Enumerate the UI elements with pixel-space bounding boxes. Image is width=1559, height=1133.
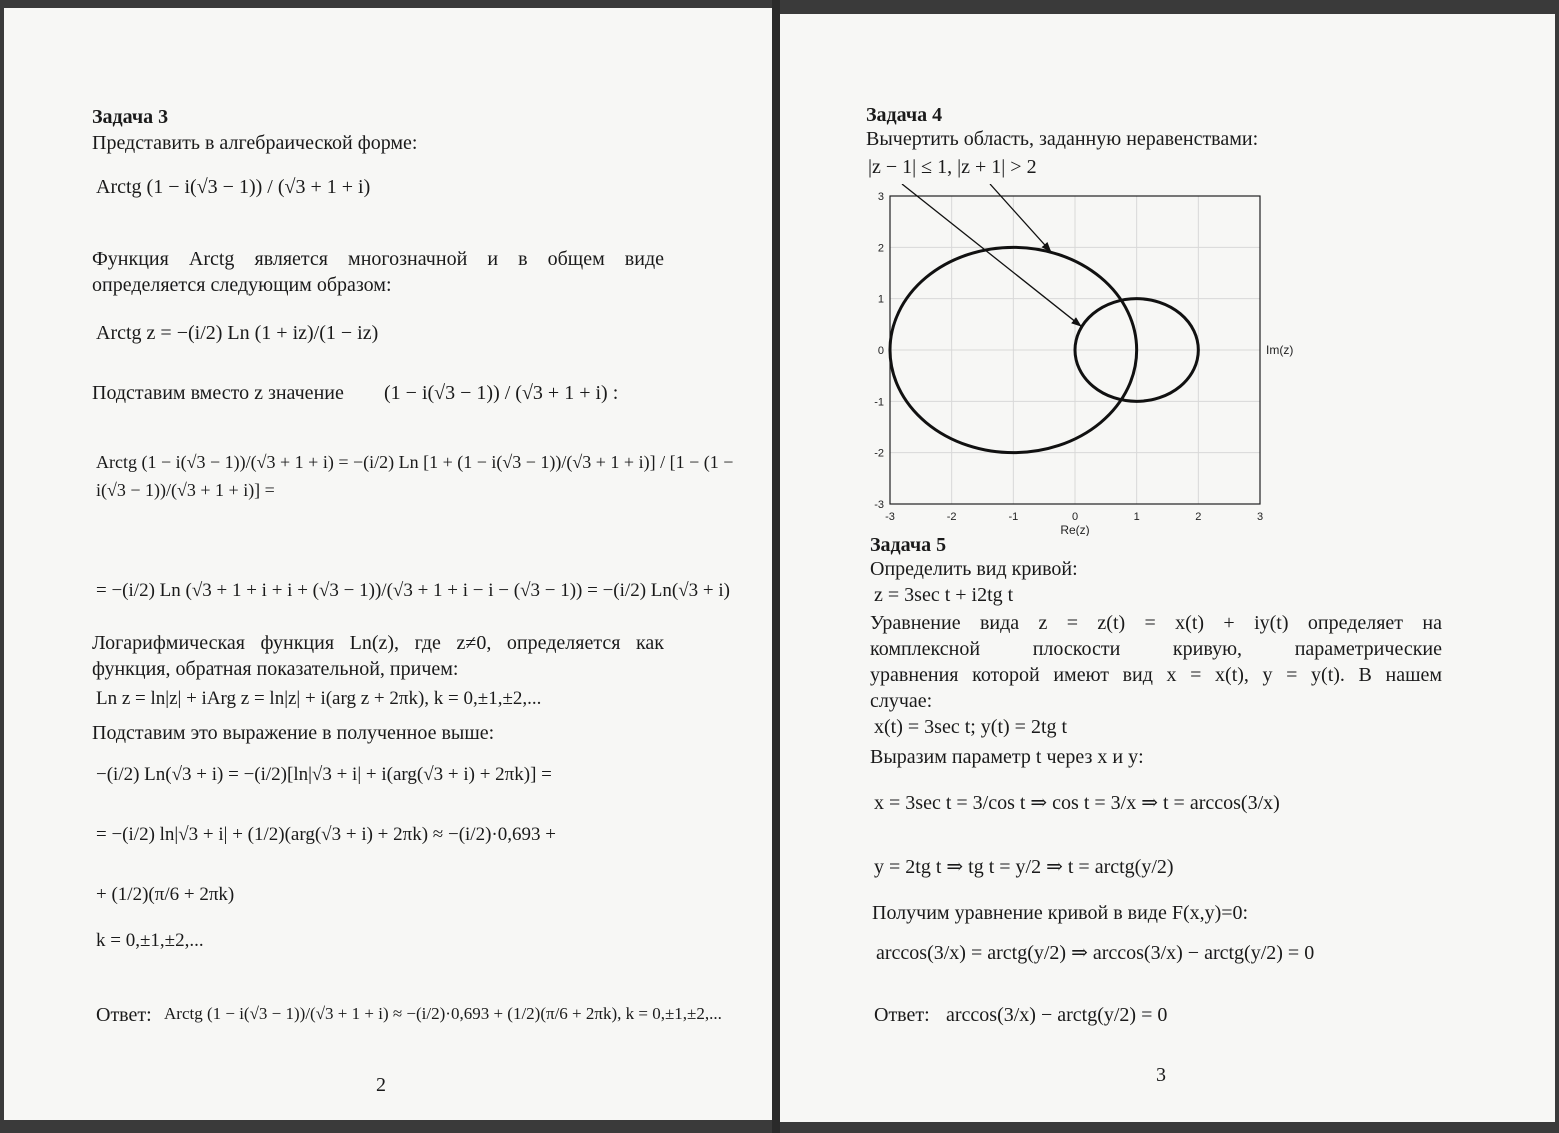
x-tick-label: -1 (1008, 511, 1019, 523)
x-tick-label: -2 (946, 511, 957, 523)
arctg-definition: Arctg z = −(i/2) Ln (1 + iz)/(1 − iz) (96, 322, 379, 344)
y-tick-label: 0 (877, 345, 884, 357)
subst-fraction: (1 − i(√3 − 1)) / (√3 + 1 + i) : (384, 382, 619, 404)
task3-para1-line1: Функция Arctg является многозначной и в общем виде (92, 248, 664, 270)
task4-inequalities: |z − 1| ≤ 1, |z + 1| > 2 (868, 156, 1037, 178)
x-tick-label: -3 (885, 511, 895, 523)
task5-para3: Получим уравнение кривой в виде F(x,y)=0: (872, 902, 1249, 924)
step3-equation: + (1/2)(π/6 + 2πk) (96, 884, 235, 905)
step2-equation: = −(i/2) ln|√3 + i| + (1/2)(arg(√3 + i) + 2πk) ≈ −(i/2)·0,693 + (96, 824, 556, 845)
task3-para2-line2: функция, обратная показательной, причем: (92, 658, 459, 680)
y-tick-label: 1 (877, 293, 884, 306)
book-gutter (772, 0, 780, 1133)
left-page (4, 8, 772, 1120)
task5-text: Определить вид кривой: (870, 558, 1078, 580)
subst-text: Подставим вместо z значение (92, 382, 344, 404)
task3-para1-line2: определяется следующим образом: (92, 274, 392, 296)
x-tick-label: 0 (1071, 511, 1079, 523)
right-page (780, 14, 1555, 1122)
task5-para2: Выразим параметр t через x и y: (870, 746, 1144, 768)
task3-title: Задача 3 (92, 106, 169, 128)
x-tick-label: 1 (1133, 511, 1140, 523)
F-equation: arccos(3/x) = arctg(y/2) ⇒ arccos(3/x) − arctg(y/2) = 0 (876, 942, 1315, 964)
step1-equation: −(i/2) Ln(√3 + i) = −(i/2)[ln|√3 + i| + i(arg(√3 + i) + 2πk)] = (96, 764, 552, 785)
x-axis-label: Re(z) (1060, 523, 1090, 536)
arrow-to-small-circle (902, 184, 1082, 327)
y-tick-label: -1 (874, 396, 884, 409)
y-tick-label: 2 (877, 242, 884, 255)
task5-para1-line1: Уравнение вида z = z(t) = x(t) + iy(t) определяет на (870, 612, 1442, 634)
region-plot (860, 184, 1320, 536)
task5-equation: z = 3sec t + i2tg t (874, 584, 1014, 606)
page-number-right: 3 (1156, 1064, 1166, 1086)
y-axis-label: Im(z) (1266, 343, 1294, 357)
task3-para3: Подставим это выражение в полученное выше: (92, 722, 495, 744)
parametric-equations: x(t) = 3sec t; y(t) = 2tg t (874, 716, 1068, 738)
y-tick-label: -3 (874, 499, 884, 511)
y-tick-label: -2 (874, 447, 884, 460)
task3-given-equation: Arctg (1 − i(√3 − 1)) / (√3 + 1 + i) (96, 176, 371, 198)
task5-answer-label: Ответ: (874, 1004, 930, 1026)
arctg-simplified: = −(i/2) Ln (√3 + 1 + i + i + (√3 − 1))/(√3 + 1 + i − i − (√3 − 1)) = −(i/2) Ln(√3 + i) (96, 580, 730, 601)
task5-para1-line2: комплексной плоскости кривую, параметрические (870, 638, 1442, 660)
task4-title: Задача 4 (866, 104, 943, 126)
task3-answer-equation: Arctg (1 − i(√3 − 1))/(√3 + 1 + i) ≈ −(i/2)·0,693 + (1/2)(π/6 + 2πk), k = 0,±1,±2,... (164, 1004, 722, 1023)
task5-para1-line3: уравнения которой имеют вид x = x(t), y = y(t). В нашем (870, 664, 1442, 686)
task3-para2-line1: Логарифмическая функция Ln(z), где z≠0, определяется как (92, 632, 664, 654)
ln-definition: Ln z = ln|z| + iArg z = ln|z| + i(arg z + 2πk), k = 0,±1,±2,... (96, 688, 542, 709)
x-expression: x = 3sec t = 3/cos t ⇒ cos t = 3/x ⇒ t = arccos(3/x) (874, 792, 1280, 814)
task3-answer-label: Ответ: (96, 1004, 152, 1026)
x-tick-label: 2 (1195, 511, 1202, 523)
x-tick-label: 3 (1256, 511, 1264, 523)
task4-text: Вычертить область, заданную неравенствами: (866, 128, 1259, 150)
y-tick-label: 3 (877, 191, 884, 203)
arrow-to-large-circle (990, 184, 1051, 252)
arctg-expansion: Arctg (1 − i(√3 − 1))/(√3 + 1 + i) = −(i/2) Ln [1 + (1 − i(√3 − 1))/(√3 + 1 + i)] / [1 − (1 − i(√3 − 1))/(√3 + 1 + i)] = (96, 452, 734, 500)
task5-para1-line4: случае: (870, 690, 933, 712)
task5-answer-equation: arccos(3/x) − arctg(y/2) = 0 (946, 1004, 1168, 1026)
page-number-left: 2 (376, 1074, 386, 1096)
k-values: k = 0,±1,±2,... (96, 930, 204, 951)
y-expression: y = 2tg t ⇒ tg t = y/2 ⇒ t = arctg(y/2) (874, 856, 1174, 878)
task5-title: Задача 5 (870, 534, 947, 556)
task3-text: Представить в алгебраической форме: (92, 132, 418, 154)
